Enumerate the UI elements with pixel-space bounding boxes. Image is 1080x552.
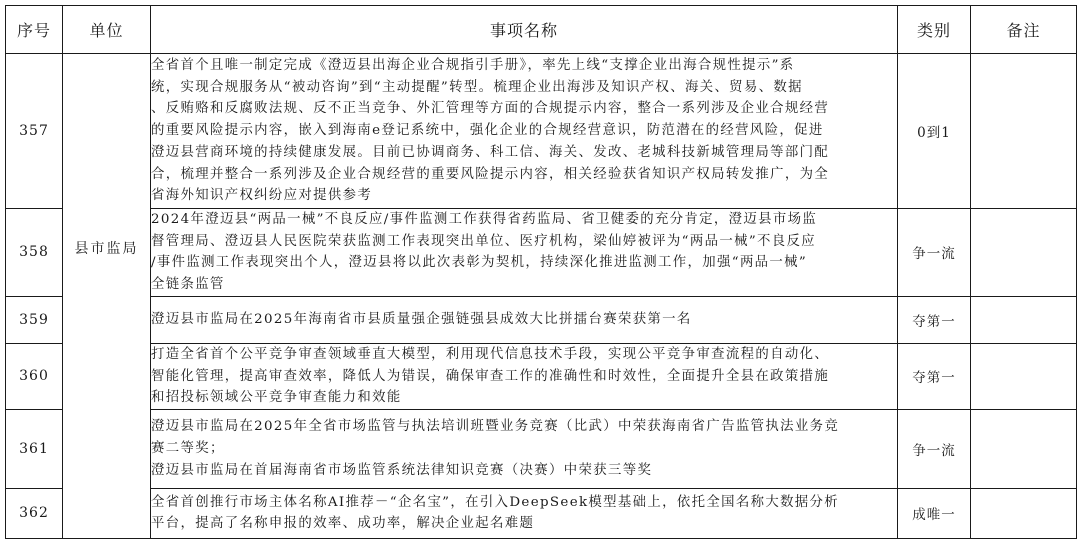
row-number: 360 [6, 343, 63, 409]
item-line: 澄迈县市监局在2025年海南省市县质量强企强链强县成效大比拼擂台赛荣获第一名 [151, 311, 692, 327]
item-description [151, 54, 898, 209]
category-cell: 夺第一 [898, 296, 971, 343]
category-cell: 争一流 [898, 209, 971, 297]
item-line: 的重要风险提示内容，嵌入到海南e登记系统中，强化企业的合规经营意识，防范潜在的经营风险，促进 [151, 123, 824, 139]
item-description [151, 409, 898, 488]
header-item: 事项名称 [151, 6, 898, 54]
item-line: /事件监测工作表现突出个人，澄迈县将以此次表彰为契机，持续深化推进监测工作，加强“两品一械” [151, 255, 808, 271]
note-cell [971, 343, 1077, 409]
row-number: 358 [6, 209, 63, 297]
item-line: 全链条监管 [151, 277, 225, 293]
item-line: 赛二等奖； [151, 441, 225, 457]
item-description [151, 488, 898, 538]
item-line: 和招投标领域公平竞争审查能力和效能 [151, 390, 402, 406]
item-line: 省海外知识产权纠纷应对提供参考 [151, 188, 373, 204]
row-number: 357 [6, 54, 63, 209]
table-header-row [6, 6, 1077, 54]
note-cell [971, 209, 1077, 297]
note-cell [971, 54, 1077, 209]
item-line: 平台，提高了名称申报的效率、成功率，解决企业起名难题 [151, 516, 535, 532]
item-line: 全省首创推行市场主体名称AI推荐－“企名宝”，在引入DeepSeek模型基础上，依托全国名称大数据分析 [151, 494, 840, 510]
item-line: 、反贿赂和反腐败法规、反不正当竞争、外汇管理等方面的合规提示内容，整合一系列涉及企业合规经营 [151, 101, 830, 117]
header-no: 序号 [6, 6, 63, 54]
category-cell: 争一流 [898, 409, 971, 488]
item-line: 智能化管理，提高审查效率，降低人为错误，确保审查工作的准确性和时效性，全面提升全县在政策措施 [151, 368, 830, 384]
row-number: 362 [6, 488, 63, 538]
achievements-table [5, 5, 1077, 539]
table-row [6, 343, 1077, 409]
item-description [151, 209, 898, 297]
category-cell: 成唯一 [898, 488, 971, 538]
item-line: 澄迈县市监局在2025年全省市场监管与执法培训班暨业务竞赛（比武）中荣获海南省广告监管执法业务竞 [151, 419, 840, 435]
header-category: 类别 [898, 6, 971, 54]
unit-cell [63, 54, 151, 539]
item-line: 统，实现合规服务从“被动咨询”到“主动提醒”转型。梳理企业出海涉及知识产权、海关、贸易、数据 [151, 79, 803, 95]
item-line: 2024年澄迈县“两品一械”不良反应/事件监测工作获得省药监局、省卫健委的充分肯定，澄迈县市场监 [151, 212, 818, 227]
row-number: 361 [6, 409, 63, 488]
header-unit: 单位 [63, 6, 151, 54]
document-page [5, 5, 1076, 539]
item-line: 全省首个且唯一制定完成《澄迈县出海企业合规指引手册》，率先上线“支撑企业出海合规性提示”系 [151, 58, 795, 74]
note-cell [971, 409, 1077, 488]
table-row [6, 488, 1077, 538]
item-description [151, 343, 898, 409]
item-line: 合，梳理并整合一系列涉及企业合规经营的重要风险提示内容，相关经验获省知识产权局转发推广，为全 [151, 166, 830, 182]
table-row [6, 54, 1077, 209]
item-line: 澄迈县营商环境的持续健康发展。目前已协调商务、科工信、海关、发改、老城科技新城管理局等部门配 [151, 144, 830, 160]
item-line: 澄迈县市监局在首届海南省市场监管系统法律知识竞赛（决赛）中荣获三等奖 [151, 462, 653, 478]
row-number: 359 [6, 296, 63, 343]
note-cell [971, 296, 1077, 343]
category-cell: 0到1 [898, 54, 971, 209]
header-note: 备注 [971, 6, 1077, 54]
table-row [6, 409, 1077, 488]
item-description [151, 296, 898, 343]
item-line: 督管理局、澄迈县人民医院荣获监测工作表现突出单位、医疗机构，梁仙婷被评为“两品一械”不良反应 [151, 233, 816, 249]
unit-label: 县市监局 [74, 240, 139, 257]
category-cell: 夺第一 [898, 343, 971, 409]
table-row [6, 209, 1077, 297]
note-cell [971, 488, 1077, 538]
table-row [6, 296, 1077, 343]
item-line: 打造全省首个公平竞争审查领域垂直大模型，利用现代信息技术手段，实现公平竞争审查流程的自动化、 [151, 346, 830, 362]
